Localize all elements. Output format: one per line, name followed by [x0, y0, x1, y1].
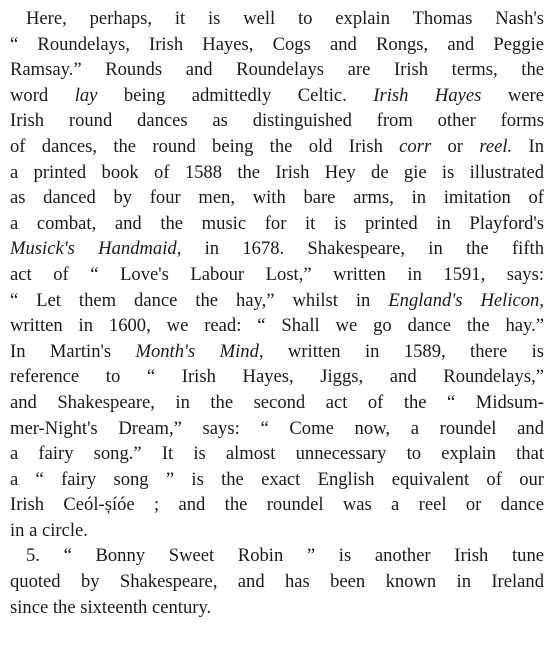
text-line: In Martin's Month's Mind, written in 1589, there is: [10, 340, 544, 362]
italic-term: corr: [399, 135, 432, 157]
text-line: “ Let them dance the hay,” whilst in England's Helicon,: [10, 289, 544, 311]
italic-term: Irish Hayes: [373, 84, 482, 106]
text-line: Musick's Handmaid, in 1678. Shakespeare, in the fifth: [10, 238, 544, 260]
text-line: act of “ Love's Labour Lost,” written in 1591, says:: [10, 263, 544, 285]
paragraph-bonny-sweet-robin: [10, 543, 544, 620]
text-line: a combat, and the music for it is printed in Playford's: [10, 212, 544, 234]
italic-term: reel.: [479, 135, 513, 157]
text-line: in a circle.: [10, 519, 88, 541]
text-line: Ramsay.” Rounds and Roundelays are Irish terms, the: [10, 59, 544, 81]
text-line: as danced by four men, with bare arms, in imitation of: [10, 187, 544, 209]
paragraph-irish-dances: [10, 6, 544, 543]
text-line: mer-Night's Dream,” says: “ Come now, a roundel and: [10, 417, 544, 439]
text-line: of dances, the round being the old Irish corr or reel. In: [10, 135, 544, 157]
text-line: since the sixteenth century.: [10, 596, 212, 618]
text-line: and Shakespeare, in the second act of the “ Midsum-: [10, 391, 544, 413]
book-page-text: [10, 6, 544, 620]
text-line: quoted by Shakespeare, and has been known in Ireland: [10, 571, 544, 593]
italic-title: Month's Mind: [135, 340, 259, 362]
italic-title: England's Helicon: [388, 289, 540, 311]
text-line: word lay being admittedly Celtic. Irish Hayes were: [10, 84, 544, 106]
text-line: a “ fairy song ” is the exact English equivalent of our: [10, 468, 544, 490]
text-line: “ Roundelays, Irish Hayes, Cogs and Rongs, and Peggie: [10, 33, 544, 55]
text-line: reference to “ Irish Hayes, Jiggs, and Roundelays,”: [10, 366, 544, 388]
italic-title: Musick's Handmaid: [10, 238, 177, 260]
text-line: written in 1600, we read: “ Shall we go dance the hay.”: [10, 315, 544, 337]
text-line: a fairy song.” It is almost unnecessary to explain that: [10, 443, 544, 465]
text-line-irish-term: Irish Ceól-șíóe ; and the roundel was a reel or dance: [10, 494, 544, 516]
text-line: 5. “ Bonny Sweet Robin ” is another Irish tune: [26, 545, 544, 567]
text-line: Here, perhaps, it is well to explain Thomas Nash's: [26, 8, 544, 29]
italic-term: lay: [74, 84, 98, 106]
text-line: a printed book of 1588 the Irish Hey de gie is illustrated: [10, 161, 544, 183]
text-line: Irish round dances as distinguished from other forms: [10, 110, 544, 132]
